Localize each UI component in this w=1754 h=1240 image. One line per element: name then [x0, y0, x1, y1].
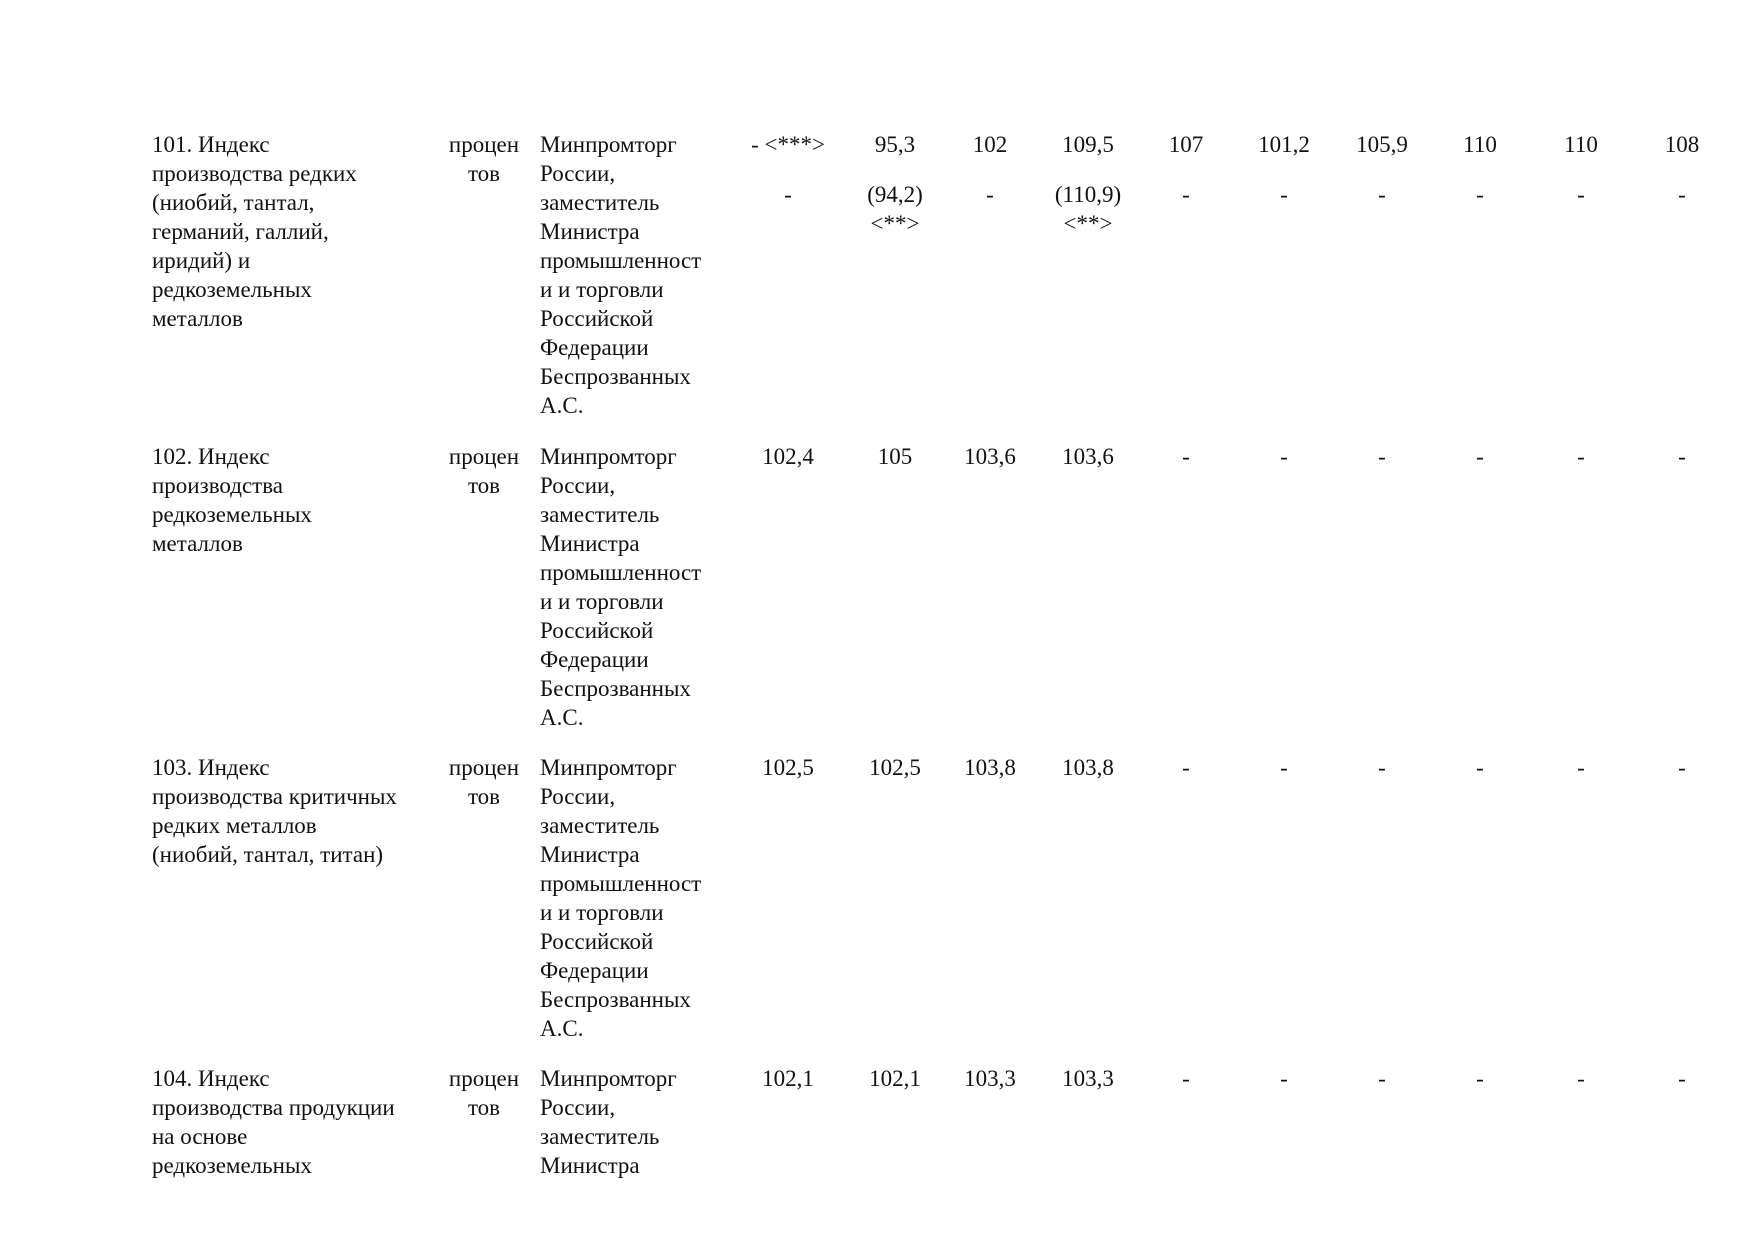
value-cell: 103,3 — [964, 1066, 1016, 1091]
value-cell: 102,4 — [762, 444, 814, 469]
value-cell: - — [1476, 1066, 1484, 1091]
value-cell: 103,6 — [964, 444, 1016, 469]
indicator-name: 101. Индекс производства редких (ниобий, тантал, германий, галлий, иридий) и редкоземельных металлов — [152, 132, 357, 331]
value-cell: 102 — [972, 132, 1008, 157]
indicator-name: 102. Индекс производства редкоземельных металлов — [152, 444, 312, 556]
value-cell: - <***> — [751, 132, 825, 157]
subvalue-cell: - — [1476, 182, 1484, 207]
value-cell: 103,8 — [964, 755, 1016, 780]
value-cell: 103,6 — [1062, 444, 1114, 469]
value-cell: - — [1678, 1066, 1686, 1091]
indicator-name: 103. Индекс производства критичных редких металлов (ниобий, тантал, титан) — [152, 755, 397, 867]
value-cell: 107 — [1168, 132, 1204, 157]
value-cell: 102,1 — [762, 1066, 814, 1091]
value-cell: 110 — [1564, 132, 1598, 157]
value-cell: - — [1280, 1066, 1288, 1091]
value-cell: 102,1 — [869, 1066, 921, 1091]
value-cell: 95,3 — [874, 132, 916, 157]
indicator-name: 104. Индекс производства продукции на основе редкоземельных — [152, 1066, 395, 1178]
value-cell: - — [1577, 444, 1585, 469]
value-cell: - — [1378, 755, 1386, 780]
subvalue-cell: - — [1678, 182, 1686, 207]
value-cell: - — [1678, 755, 1686, 780]
value-cell: - — [1476, 444, 1484, 469]
value-cell: 103,3 — [1062, 1066, 1114, 1091]
value-cell: - — [1678, 444, 1686, 469]
value-cell: 101,2 — [1258, 132, 1310, 157]
unit-of-measure: процен тов — [448, 755, 520, 809]
value-cell: 102,5 — [762, 755, 814, 780]
value-cell: 103,8 — [1062, 755, 1114, 780]
subvalue-cell: - — [1378, 182, 1386, 207]
value-cell: - — [1182, 444, 1190, 469]
value-cell: - — [1280, 444, 1288, 469]
unit-of-measure: процен тов — [448, 444, 520, 498]
value-cell: 109,5 — [1062, 132, 1114, 157]
value-cell: - — [1378, 1066, 1386, 1091]
unit-of-measure: процен тов — [448, 132, 520, 186]
subvalue-cell: - — [986, 182, 994, 207]
subvalue-cell: (110,9) <**> — [1054, 182, 1122, 236]
responsible-executor: Минпромторг России, заместитель Министра промышленност и и торговли Российской Федерации Беспрозванных А.С. — [540, 755, 702, 1041]
value-cell: - — [1577, 1066, 1585, 1091]
value-cell: 105 — [877, 444, 913, 469]
value-cell: - — [1182, 1066, 1190, 1091]
responsible-executor: Минпромторг России, заместитель Министра — [540, 1066, 677, 1178]
responsible-executor: Минпромторг России, заместитель Министра промышленност и и торговли Российской Федерации Беспрозванных А.С. — [540, 444, 702, 730]
subvalue-cell: - — [1280, 182, 1288, 207]
value-cell: 108 — [1664, 132, 1700, 157]
unit-of-measure: процен тов — [448, 1066, 520, 1120]
value-cell: - — [1280, 755, 1288, 780]
subvalue-cell: - — [784, 182, 792, 207]
subvalue-cell: - — [1577, 182, 1585, 207]
value-cell: 110 — [1463, 132, 1497, 157]
subvalue-cell: (94,2) <**> — [867, 182, 923, 236]
responsible-executor: Минпромторг России, заместитель Министра промышленност и и торговли Российской Федерации Беспрозванных А.С. — [540, 132, 702, 418]
value-cell: - — [1577, 755, 1585, 780]
subvalue-cell: - — [1182, 182, 1190, 207]
value-cell: - — [1476, 755, 1484, 780]
value-cell: 102,5 — [869, 755, 921, 780]
value-cell: 105,9 — [1356, 132, 1408, 157]
value-cell: - — [1378, 444, 1386, 469]
value-cell: - — [1182, 755, 1190, 780]
